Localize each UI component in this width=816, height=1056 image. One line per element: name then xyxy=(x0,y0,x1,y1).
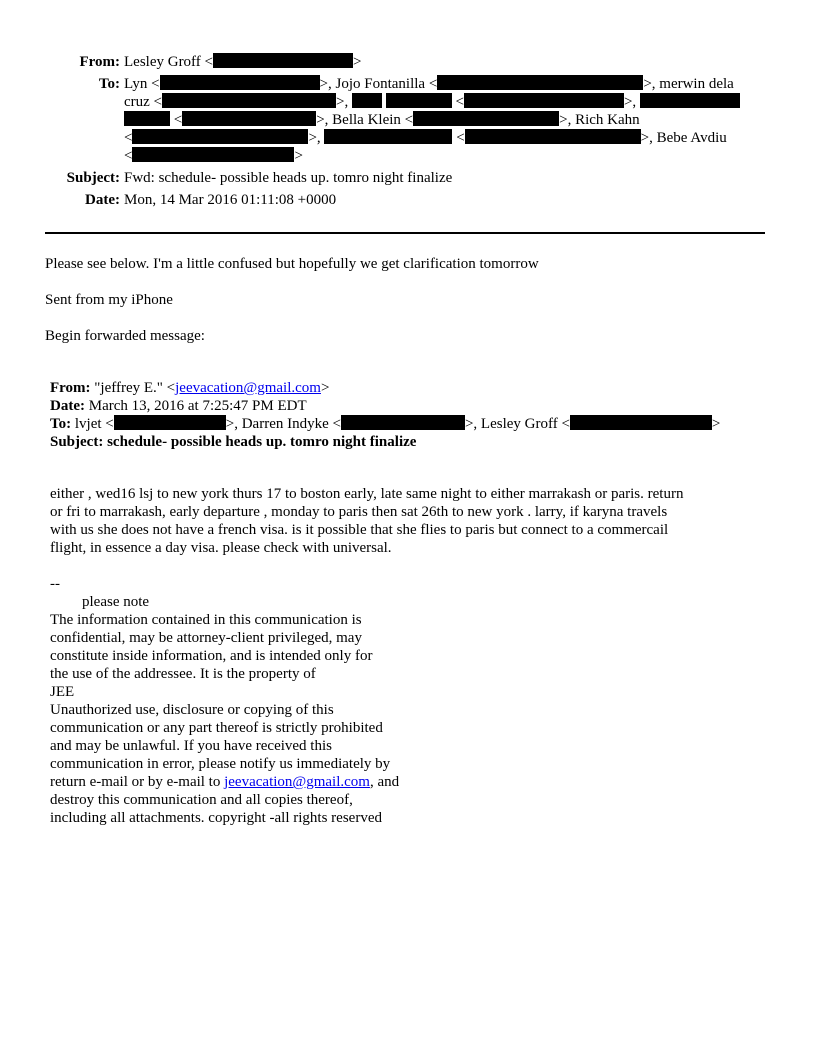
redaction-box xyxy=(437,75,643,90)
forwarded-header xyxy=(50,379,770,451)
redaction-box xyxy=(386,93,452,108)
disclaimer-line: communication or any part thereof is strictly prohibited xyxy=(50,720,383,736)
redaction-box xyxy=(160,75,320,90)
disclaimer-line: communication in error, please notify us immediately by xyxy=(50,756,391,772)
from-name: Lesley Groff < xyxy=(124,54,213,70)
message-line: or fri to marrakash, early departure , monday to paris then sat 26th to new york . larry, if karyna travels xyxy=(50,504,668,520)
signature-dashes: -- xyxy=(50,576,60,592)
redaction-box xyxy=(132,129,308,144)
redaction-box xyxy=(324,129,452,144)
forwarded-from-email-link[interactable]: jeevacation@gmail.com xyxy=(175,380,321,396)
message-line: flight, in essence a day visa. please check with universal. xyxy=(50,540,392,556)
redaction-box xyxy=(213,53,353,68)
redaction-box xyxy=(132,147,294,162)
from-label: From: xyxy=(79,54,120,70)
redaction-box xyxy=(114,415,226,430)
begin-forwarded-line: Begin forwarded message: xyxy=(45,328,205,344)
disclaimer-line: confidential, may be attorney-client privileged, may xyxy=(50,630,362,646)
redaction-box xyxy=(341,415,465,430)
forwarded-from-row: From: "jeffrey E." <jeevacation@gmail.com> xyxy=(50,380,330,396)
subject-text: Fwd: schedule- possible heads up. tomro night finalize xyxy=(124,170,453,186)
disclaimer-email-link[interactable]: jeevacation@gmail.com xyxy=(224,774,370,790)
redaction-box xyxy=(570,415,712,430)
forwarded-message-body xyxy=(50,485,760,557)
disclaimer-line: and may be unlawful. If you have received this xyxy=(50,738,332,754)
date-label: Date: xyxy=(85,192,120,208)
redaction-box xyxy=(413,111,559,126)
forwarded-to-label: To: xyxy=(50,416,72,432)
redaction-box xyxy=(640,93,740,108)
signature-block xyxy=(50,575,399,827)
redaction-box xyxy=(464,93,624,108)
disclaimer-line: Unauthorized use, disclosure or copying of this xyxy=(50,702,334,718)
subject-label: Subject: xyxy=(66,170,120,186)
disclaimer-line: destroy this communication and all copies thereof, xyxy=(50,792,353,808)
header-from-row: From: Lesley Groff < > xyxy=(40,53,770,71)
disclaimer-line: The information contained in this communication is xyxy=(50,612,362,628)
redaction-box xyxy=(352,93,382,108)
to-recipients: Lyn < >, Jojo Fontanilla < >, merwin dela cruz < >, < >, < >, Bella Klein < >, Rich Kahn < >, < >, Bebe Avdiu < > xyxy=(124,75,764,165)
email-header xyxy=(40,53,770,209)
intro-paragraph: Please see below. I'm a little confused but hopefully we get clarification tomorrow xyxy=(45,256,539,272)
disclaimer-line: the use of the addressee. It is the property of xyxy=(50,666,316,682)
to-label: To: xyxy=(98,76,120,92)
message-line: either , wed16 lsj to new york thurs 17 to boston early, late same night to either marrakash or paris. return xyxy=(50,486,684,502)
disclaimer-line: including all attachments. copyright -all rights reserved xyxy=(50,810,382,826)
header-to-row xyxy=(40,75,770,165)
redaction-box xyxy=(182,111,316,126)
forwarded-date-label: Date: xyxy=(50,398,85,414)
disclaimer-line: constitute inside information, and is intended only for xyxy=(50,648,373,664)
please-note: please note xyxy=(82,594,150,610)
header-divider xyxy=(45,232,765,234)
forwarded-subject-label: Subject: xyxy=(50,434,104,450)
redaction-box xyxy=(465,129,641,144)
redaction-box xyxy=(124,111,170,126)
forwarded-subject-row xyxy=(50,433,770,451)
forwarded-date-row: Date: March 13, 2016 at 7:25:47 PM EDT xyxy=(50,398,307,414)
header-date-row xyxy=(40,191,770,209)
disclaimer-return-line: return e-mail or by e-mail to jeevacation@gmail.com, and xyxy=(50,774,400,790)
forwarded-from-label: From: xyxy=(50,380,91,396)
redaction-box xyxy=(162,93,336,108)
sent-from-line: Sent from my iPhone xyxy=(45,292,173,308)
message-line: with us she does not have a french visa. is it possible that she flies to paris but connect to a commercail xyxy=(50,522,669,538)
disclaimer-line: JEE xyxy=(50,684,75,700)
date-text: Mon, 14 Mar 2016 01:11:08 +0000 xyxy=(124,192,337,208)
forwarded-to-row: To: lvjet < >, Darren Indyke < >, Lesley Groff < > xyxy=(50,416,721,432)
header-subject-row xyxy=(40,169,770,187)
forwarded-subject-text: schedule- possible heads up. tomro night finalize xyxy=(107,434,417,450)
